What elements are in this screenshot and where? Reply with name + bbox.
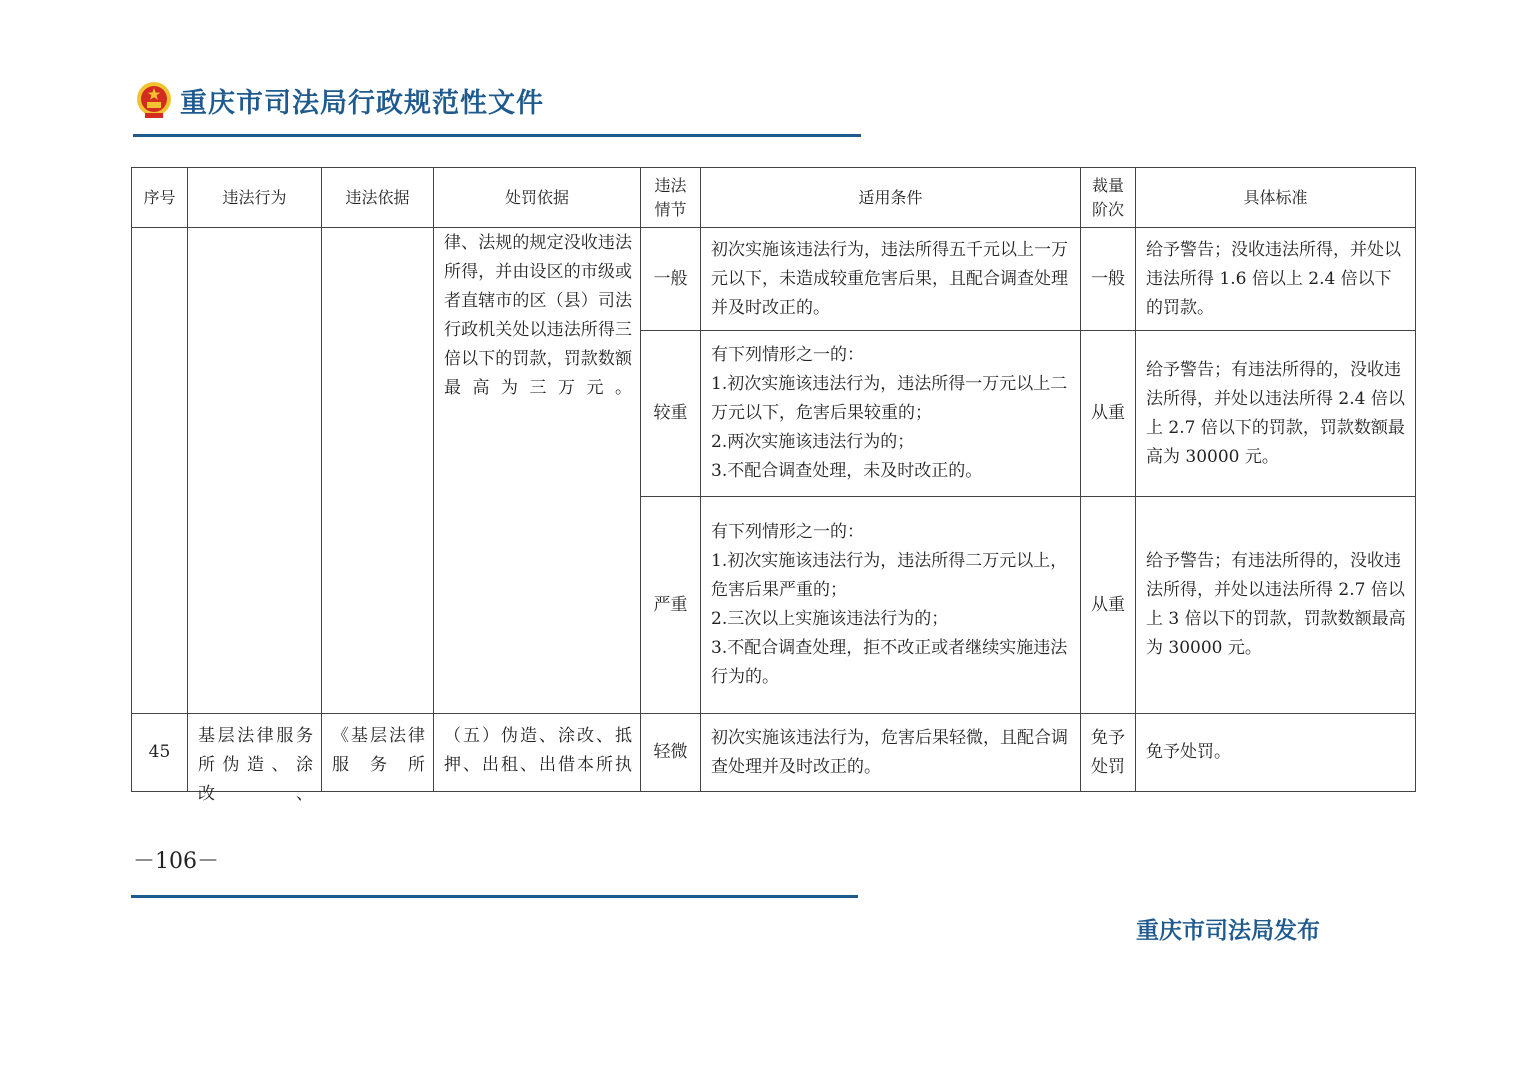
standard-cell: 给予警告；有违法所得的，没收违法所得，并处以违法所得 2.4 倍以上 2.7 倍以下的罚款，罚款数额最高为 30000 元。 [1136,331,1416,497]
condition-cell [701,497,1081,714]
standard-cell: 给予警告；没收违法所得，并处以违法所得 1.6 倍以上 2.4 倍以下的罚款。 [1136,228,1416,331]
header-condition: 适用条件 [701,168,1081,228]
discretion-level-cell: 免予处罚 [1081,714,1136,792]
penalty-basis-cell: 律、法规的规定没收违法所得，并由设区的市级或者直辖市的区（县）司法行政机关处以违法所得三倍以下的罚款，罚款数额最高为三万元。 [434,228,641,714]
condition-cell [701,228,1081,331]
condition-cell: 初次实施该违法行为，危害后果轻微，且配合调查处理并及时改正的。 [701,714,1081,792]
national-emblem-icon [136,80,172,120]
header-violation-basis: 违法依据 [322,168,434,228]
discretion-level-cell: 从重 [1081,331,1136,497]
header-discretion-level: 裁量阶次 [1081,168,1136,228]
header-penalty-basis: 处罚依据 [434,168,641,228]
page-header [136,78,544,122]
discretion-level-cell: 从重 [1081,497,1136,714]
header-divider [133,134,861,137]
standard-cell: 给予警告；有违法所得的，没收违法所得，并处以违法所得 2.7 倍以上 3 倍以下的罚款，罚款数额最高为 30000 元。 [1136,497,1416,714]
condition-line: 有下列情形之一的： [711,345,864,365]
condition-line: 1.初次实施该违法行为，违法所得一万元以上二万元以下，危害后果较重的； [711,374,1068,423]
condition-cell [701,331,1081,497]
condition-line: 初次实施该违法行为，违法所得五千元以上一万元以下，未造成较重危害后果，且配合调查处理并及时改正的。 [711,239,1068,318]
discretion-level-cell: 一般 [1081,228,1136,331]
table-row [132,228,1416,331]
standard-cell: 免予处罚。 [1136,714,1416,792]
publisher-label: 重庆市司法局发布 [1136,918,1320,944]
violation-cell: 基层法律服务所伪造、涂改、 [188,714,322,792]
condition-line: 3.不配合调查处理，拒不改正或者继续实施违法行为的。 [711,638,1068,687]
condition-line: 1.初次实施该违法行为，违法所得二万元以上，危害后果严重的； [711,551,1068,600]
penalty-basis-cell: （五）伪造、涂改、抵押、出租、出借本所执 [434,714,641,792]
circumstance-cell: 严重 [641,497,701,714]
condition-line: 3.不配合调查处理，未及时改正的。 [711,461,983,481]
table-header-row [132,168,1416,228]
table-row-45 [132,714,1416,792]
violation-cell-empty [188,228,322,714]
header-violation: 违法行为 [188,168,322,228]
penalty-discretion-table [131,167,1416,804]
violation-basis-cell: 《基层法律服务所 [322,714,434,792]
header-serial: 序号 [132,168,188,228]
condition-line: 2.三次以上实施该违法行为的； [711,609,949,629]
header-circumstance: 违法情节 [641,168,701,228]
serial-cell-empty [132,228,188,714]
serial-cell: 45 [132,714,188,792]
footer-divider [131,895,858,898]
circumstance-cell: 轻微 [641,714,701,792]
circumstance-cell: 较重 [641,331,701,497]
violation-basis-cell-empty [322,228,434,714]
condition-line: 2.两次实施该违法行为的； [711,432,915,452]
page-number: －106－ [133,849,219,874]
page-header-title: 重庆市司法局行政规范性文件 [180,87,544,119]
condition-line: 有下列情形之一的： [711,522,864,542]
header-standard: 具体标准 [1136,168,1416,228]
circumstance-cell: 一般 [641,228,701,331]
